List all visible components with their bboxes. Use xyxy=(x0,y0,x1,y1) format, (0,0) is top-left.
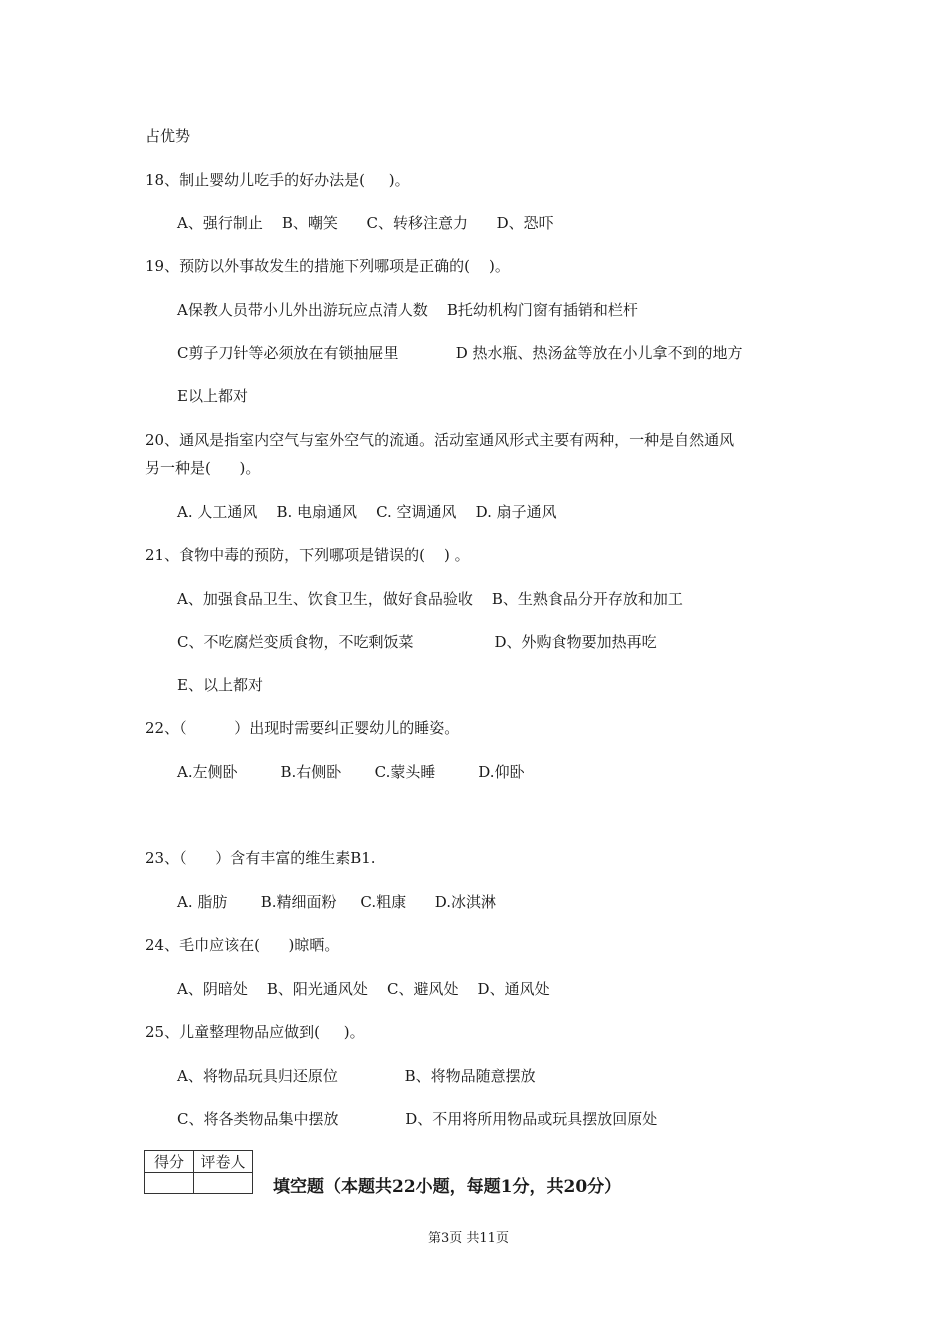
question-22: 22、（ ）出现时需要纠正婴幼儿的睡姿。 xyxy=(145,719,460,737)
question-19-options-ab: A保教人员带小儿外出游玩应点清人数 B托幼机构门窗有插销和栏杆 xyxy=(177,301,638,319)
grader-cell xyxy=(194,1173,253,1194)
question-23: 23、（ ）含有丰富的维生素B1. xyxy=(145,849,376,867)
page-footer: 第3页 共11页 xyxy=(428,1231,509,1246)
question-21-options-ab: A、加强食品卫生、饮食卫生，做好食品验收 B、生熟食品分开存放和加工 xyxy=(177,590,683,608)
question-21-option-e: E、以上都对 xyxy=(177,676,263,694)
score-header: 得分 xyxy=(145,1151,194,1173)
grader-header: 评卷人 xyxy=(194,1151,253,1173)
question-18-options: A、强行制止 B、嘲笑 C、转移注意力 D、恐吓 xyxy=(177,214,554,232)
question-20-options: A. 人工通风 B. 电扇通风 C. 空调通风 D. 扇子通风 xyxy=(177,503,557,521)
section-title: 填空题（本题共22小题，每题1分，共20分） xyxy=(273,1177,622,1197)
question-25-options-ab: A、将物品玩具归还原位 B、将物品随意摆放 xyxy=(177,1067,536,1085)
score-table xyxy=(144,1150,253,1194)
question-25-options-cd: C、将各类物品集中摆放 D、不用将所用物品或玩具摆放回原处 xyxy=(177,1110,658,1128)
question-19-option-e: E以上都对 xyxy=(177,387,248,405)
question-19-options-cd: C剪子刀针等必须放在有锁抽屉里 D 热水瓶、热汤盆等放在小儿拿不到的地方 xyxy=(177,344,743,362)
question-22-options: A.左侧卧 B.右侧卧 C.蒙头睡 D.仰卧 xyxy=(177,763,525,781)
question-21-options-cd: C、不吃腐烂变质食物，不吃剩饭菜 D、外购食物要加热再吃 xyxy=(177,633,657,651)
question-18: 18、制止婴幼儿吃手的好办法是( )。 xyxy=(145,171,410,189)
question-21: 21、食物中毒的预防，下列哪项是错误的( ) 。 xyxy=(145,546,470,564)
continuation-text: 占优势 xyxy=(145,127,191,145)
question-20-line1: 20、通风是指室内空气与室外空气的流通。活动室通风形式主要有两种，一种是自然通风 xyxy=(145,431,735,449)
question-23-options: A. 脂肪 B.精细面粉 C.粗康 D.冰淇淋 xyxy=(177,893,496,911)
score-cell xyxy=(145,1173,194,1194)
question-19: 19、预防以外事故发生的措施下列哪项是正确的( )。 xyxy=(145,257,510,275)
question-25: 25、儿童整理物品应做到( )。 xyxy=(145,1023,365,1041)
question-24-options: A、阴暗处 B、阳光通风处 C、避风处 D、通风处 xyxy=(177,980,550,998)
question-24: 24、毛巾应该在( )晾晒。 xyxy=(145,936,340,954)
question-20-line2: 另一种是( )。 xyxy=(145,459,261,477)
